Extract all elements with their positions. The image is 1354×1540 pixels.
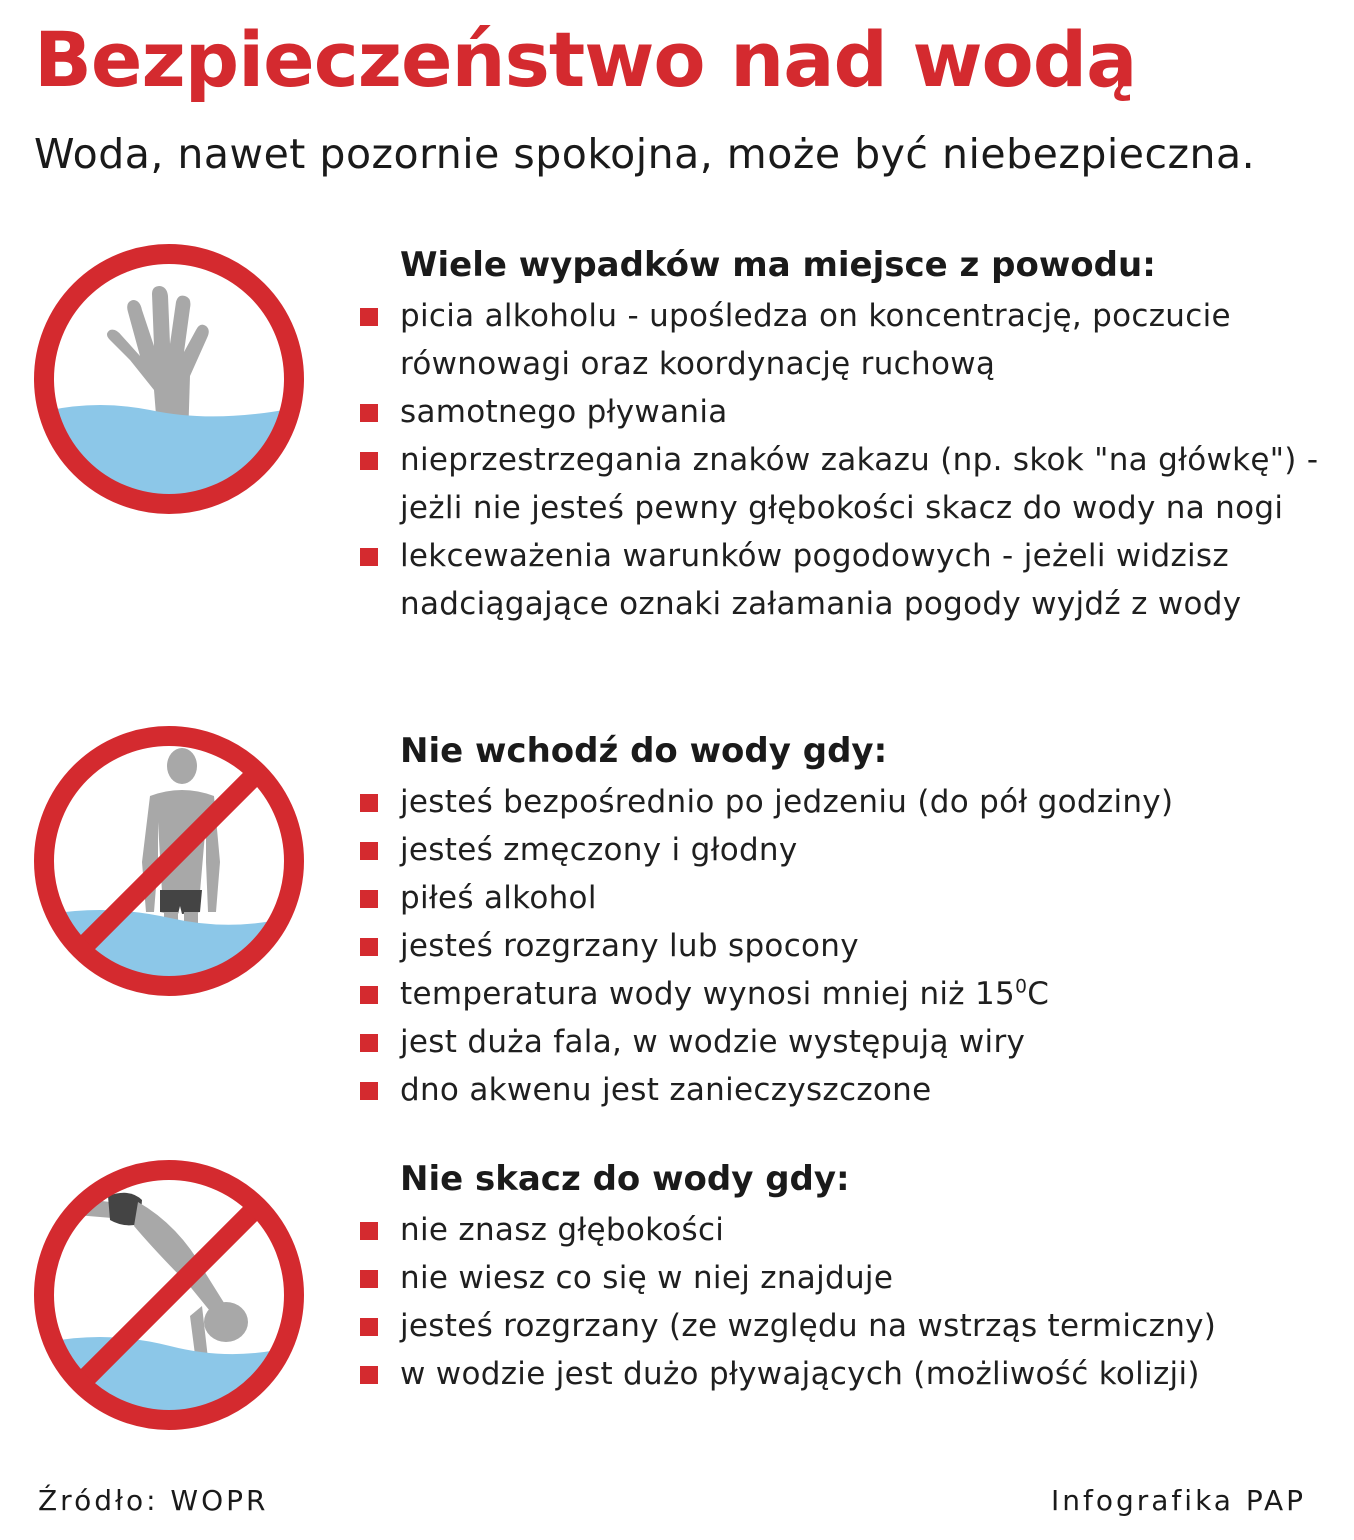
bullet-square-icon — [360, 452, 378, 470]
list-item: nieprzestrzegania znaków zakazu (np. skok "na główkę") - jeżli nie jesteś pewny głębokości skacz do wody na nogi — [358, 436, 1338, 532]
section-heading: Nie wchodź do wody gdy: — [400, 731, 888, 771]
bullet-square-icon — [360, 1082, 378, 1100]
source-note: Źródło: WOPR — [38, 1484, 269, 1517]
bullet-square-icon — [360, 1366, 378, 1384]
list-item: piłeś alkohol — [358, 874, 1338, 922]
list-item: jesteś rozgrzany (ze względu na wstrząs termiczny) — [358, 1302, 1338, 1350]
bullet-square-icon — [360, 890, 378, 908]
credit-note: Infografika PAP — [1051, 1484, 1306, 1517]
list-item: jesteś rozgrzany lub spocony — [358, 922, 1338, 970]
list-item: nie znasz głębokości — [358, 1206, 1338, 1254]
list-item: lekceważenia warunków pogodowych - jeżeli widzisz nadciągające oznaki załamania pogody wyjdź z wody — [358, 532, 1338, 628]
list-item: picia alkoholu - upośledza on koncentrację, poczucie równowagi oraz koordynację ruchową — [358, 292, 1338, 388]
section-heading: Nie skacz do wody gdy: — [400, 1159, 850, 1199]
section-heading: Wiele wypadków ma miejsce z powodu: — [400, 245, 1156, 285]
page-title: Bezpieczeństwo nad wodą — [34, 15, 1137, 104]
list-item: dno akwenu jest zanieczyszczone — [358, 1066, 1338, 1114]
bullet-list — [358, 292, 1338, 628]
bullet-square-icon — [360, 1270, 378, 1288]
bullet-list — [358, 1206, 1338, 1398]
bullet-square-icon — [360, 938, 378, 956]
list-item: w wodzie jest dużo pływających (możliwość kolizji) — [358, 1350, 1338, 1398]
section-do-not-enter — [358, 730, 1338, 1114]
section-accident-causes — [358, 244, 1338, 628]
bullet-square-icon — [360, 986, 378, 1004]
bullet-square-icon — [360, 842, 378, 860]
list-item: temperatura wody wynosi mniej niż $15^0C$ — [358, 970, 1338, 1018]
bullet-square-icon — [360, 548, 378, 566]
bullet-square-icon — [360, 404, 378, 422]
temperature-unit: C — [1027, 976, 1050, 1012]
no-diving-icon — [30, 1156, 308, 1434]
no-entering-water-icon — [30, 722, 308, 1000]
list-item: samotnego pływania — [358, 388, 1338, 436]
bullet-square-icon — [360, 1222, 378, 1240]
list-item: jest duża fala, w wodzie występują wiry — [358, 1018, 1338, 1066]
list-item: jesteś bezpośrednio po jedzeniu (do pół godziny) — [358, 778, 1338, 826]
bullet-square-icon — [360, 794, 378, 812]
list-item: nie wiesz co się w niej znajduje — [358, 1254, 1338, 1302]
list-item: jesteś zmęczony i głodny — [358, 826, 1338, 874]
section-do-not-dive — [358, 1158, 1338, 1398]
drowning-hand-prohibited-icon — [30, 240, 308, 518]
page-subtitle: Woda, nawet pozornie spokojna, może być niebezpieczna. — [34, 130, 1256, 178]
bullet-square-icon — [360, 308, 378, 326]
bullet-list — [358, 778, 1338, 1114]
degree-superscript: 0 — [1015, 976, 1028, 998]
bullet-square-icon — [360, 1318, 378, 1336]
bullet-square-icon — [360, 1034, 378, 1052]
